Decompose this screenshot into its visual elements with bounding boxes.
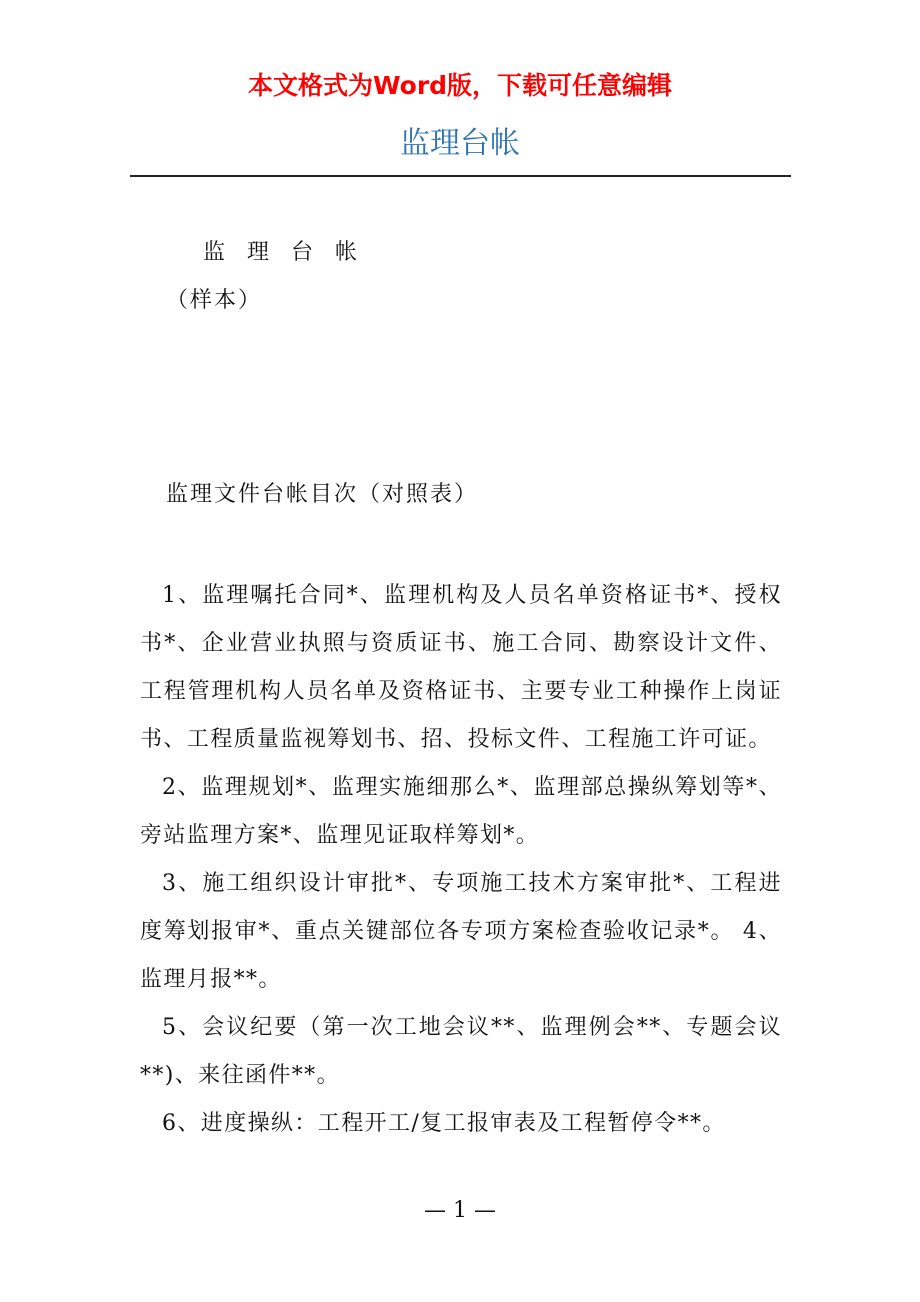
document-title: 监理台帐: [400, 126, 520, 161]
download-banner: 本文格式为Word版，下载可任意编辑: [247, 71, 673, 100]
header-rule: [130, 175, 791, 177]
list-item: 3、施工组织设计审批*、专项施工技术方案审批*、工程进度筹划报审*、重点关键部位各专项方案检查验收记录*。 4、监理月报**。: [140, 871, 782, 992]
toc-heading: 监理文件台帐目次（对照表）: [166, 482, 479, 507]
list-item: 1、监理嘱托合同*、监理机构及人员名单资格证书*、授权书*、企业营业执照与资质证书、施工合同、勘察设计文件、工程管理机构人员名单及资格证书、主要专业工种操作上岗证书、工程质量监视筹划书、招、投标文件、工程施工许可证。: [140, 583, 782, 752]
list-item: 2、监理规划*、监理实施细那么*、监理部总操纵筹划等*、旁站监理方案*、监理见证取样筹划*。: [140, 775, 782, 848]
cover-heading: 监理台帐: [203, 240, 380, 265]
page-number: — 1 —: [424, 1198, 496, 1223]
list-item: 5、会议纪要（第一次工地会议**、监理例会**、专题会议**)、来往函件**。: [140, 1015, 782, 1088]
list-item: 6、进度操纵：工程开工/复工报审表及工程暂停令**。: [162, 1111, 726, 1136]
item-list: [140, 572, 782, 1148]
cover-subheading: （样本）: [166, 288, 263, 313]
